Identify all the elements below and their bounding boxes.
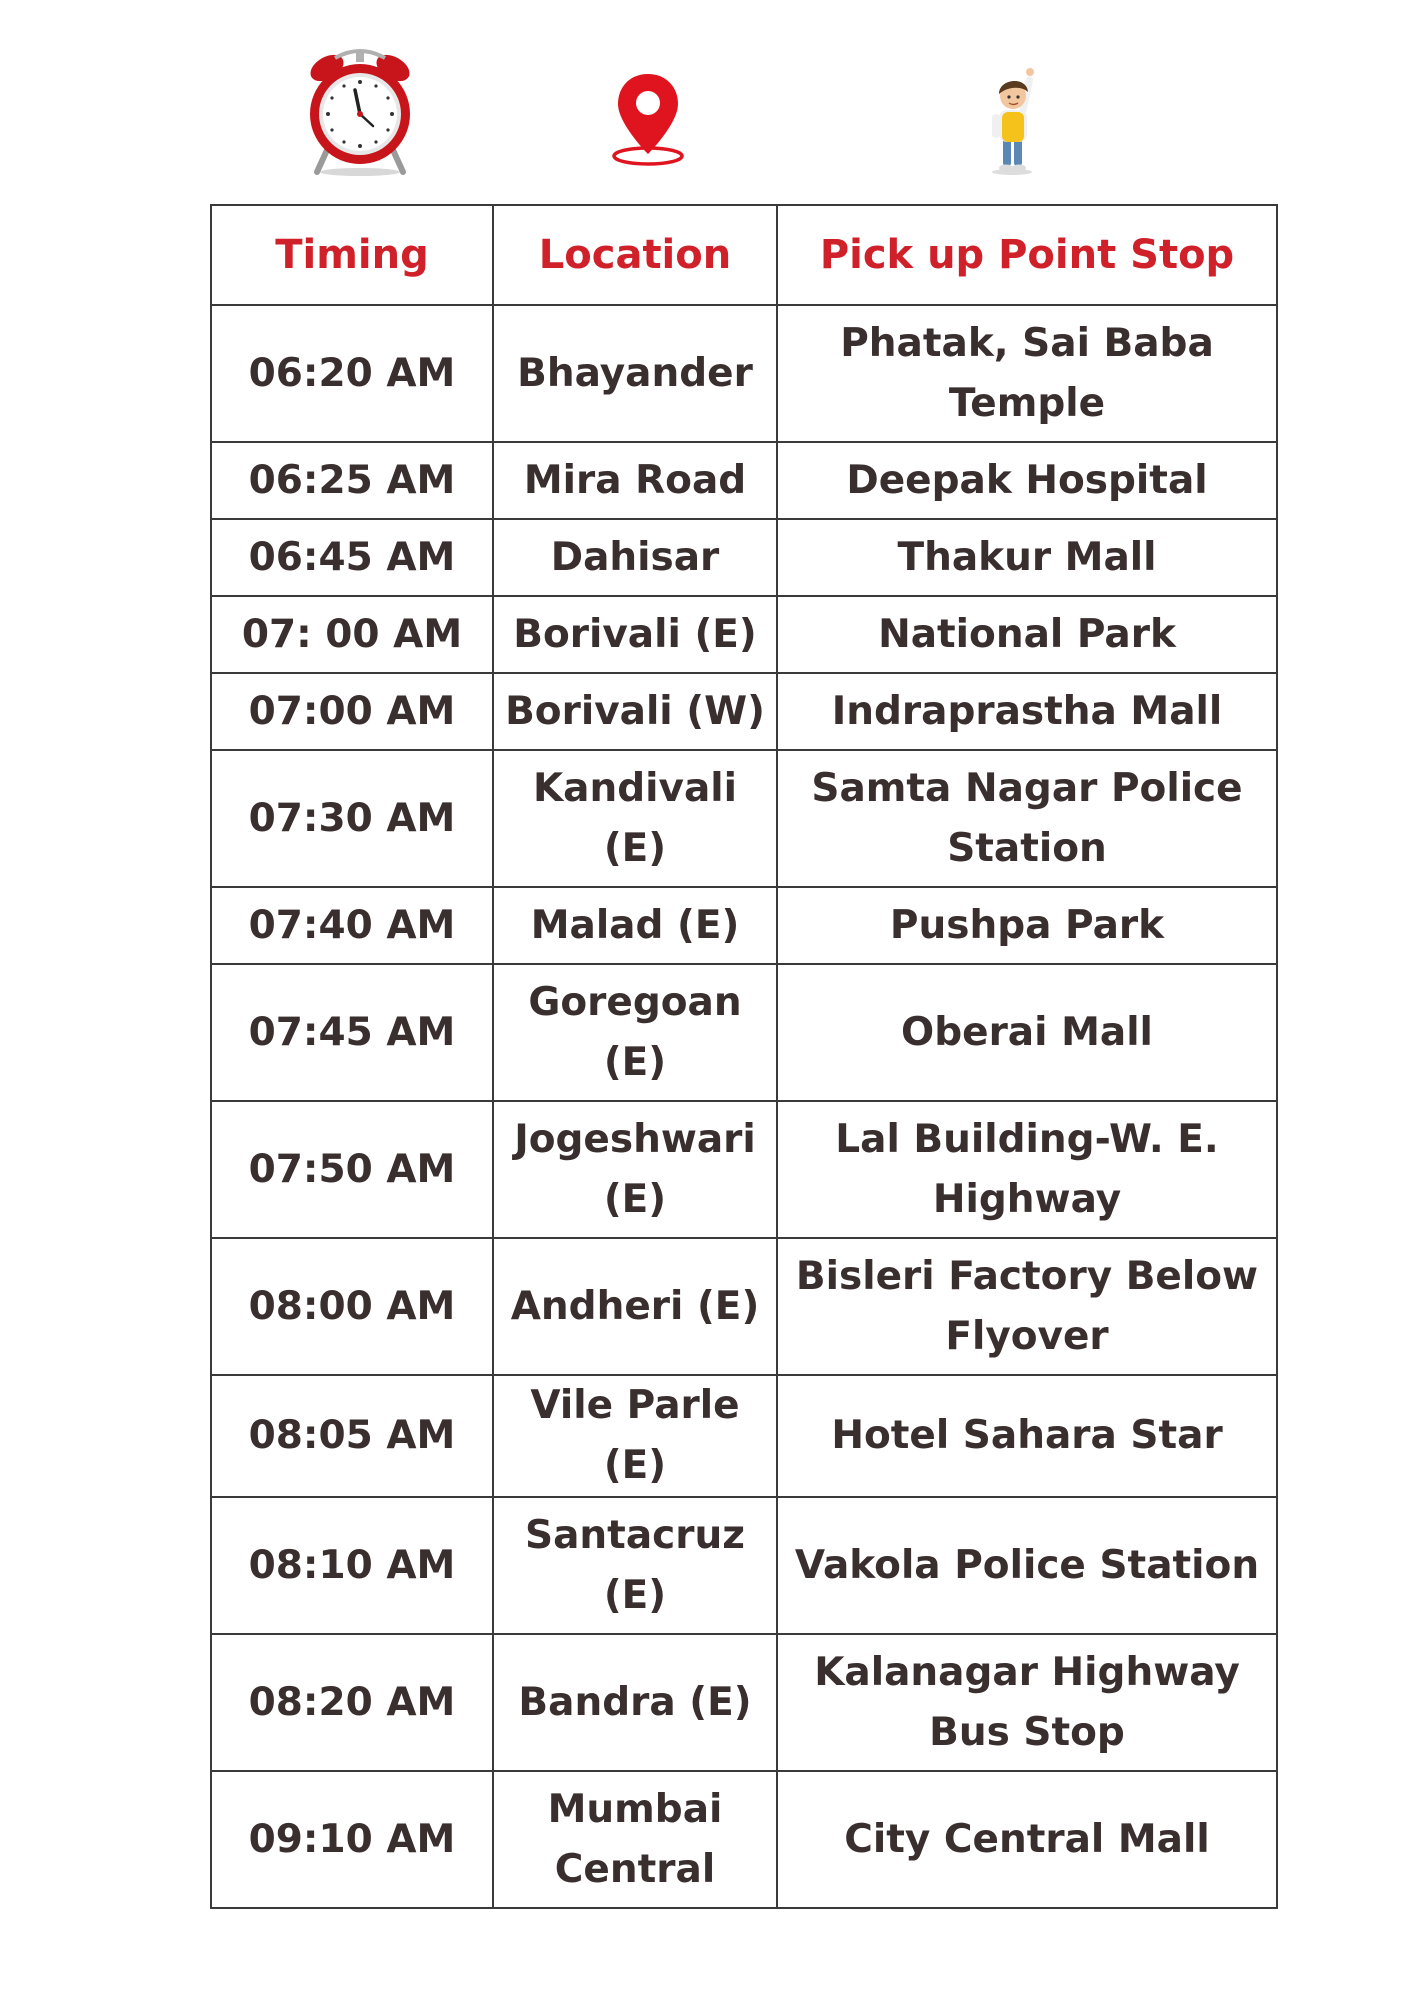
table-row <box>211 1634 1277 1771</box>
location-cell: Malad (E) <box>493 887 777 964</box>
timing-header: Timing <box>211 205 493 305</box>
pickup-point-cell: Lal Building-W. E. Highway <box>777 1101 1277 1238</box>
pickup-point-cell: Bisleri Factory Below Flyover <box>777 1238 1277 1375</box>
timing-cell: 07:00 AM <box>211 673 493 750</box>
location-cell: Vile Parle (E) <box>493 1375 777 1497</box>
pickup-point-cell: Phatak, Sai Baba Temple <box>777 305 1277 442</box>
timing-cell: 07:45 AM <box>211 964 493 1101</box>
location-cell: Mira Road <box>493 442 777 519</box>
table-row <box>211 519 1277 596</box>
table-row <box>211 750 1277 887</box>
timing-cell: 08:05 AM <box>211 1375 493 1497</box>
location-cell: Dahisar <box>493 519 777 596</box>
pickup-point-cell: Indraprastha Mall <box>777 673 1277 750</box>
pickup-point-cell: National Park <box>777 596 1277 673</box>
timing-cell: 07:50 AM <box>211 1101 493 1238</box>
pickup-point-cell: Kalanagar Highway Bus Stop <box>777 1634 1277 1771</box>
location-cell: Kandivali (E) <box>493 750 777 887</box>
table-row <box>211 673 1277 750</box>
location-header: Location <box>493 205 777 305</box>
pickup-point-cell: Thakur Mall <box>777 519 1277 596</box>
pickup-point-cell: Hotel Sahara Star <box>777 1375 1277 1497</box>
timing-cell: 06:20 AM <box>211 305 493 442</box>
alarm-clock-icon <box>305 48 415 182</box>
header-icon-bar <box>0 48 1414 178</box>
table-row <box>211 1497 1277 1634</box>
pickup-point-cell: Samta Nagar Police Station <box>777 750 1277 887</box>
location-cell: Mumbai Central <box>493 1771 777 1908</box>
pickup-point-cell: Vakola Police Station <box>777 1497 1277 1634</box>
location-cell: Jogeshwari (E) <box>493 1101 777 1238</box>
timing-cell: 08:20 AM <box>211 1634 493 1771</box>
pickup-point-cell: City Central Mall <box>777 1771 1277 1908</box>
location-cell: Borivali (W) <box>493 673 777 750</box>
pickup-point-cell: Pushpa Park <box>777 887 1277 964</box>
table-row <box>211 1375 1277 1497</box>
location-cell: Goregoan (E) <box>493 964 777 1101</box>
table-header-row <box>211 205 1277 305</box>
location-cell: Andheri (E) <box>493 1238 777 1375</box>
timing-cell: 08:00 AM <box>211 1238 493 1375</box>
pickup-point-cell: Oberai Mall <box>777 964 1277 1101</box>
pickup-point-header: Pick up Point Stop <box>777 205 1277 305</box>
pickup-point-cell: Deepak Hospital <box>777 442 1277 519</box>
timing-cell: 07: 00 AM <box>211 596 493 673</box>
pickup-schedule-table <box>210 204 1278 1909</box>
location-cell: Santacruz (E) <box>493 1497 777 1634</box>
timing-cell: 08:10 AM <box>211 1497 493 1634</box>
timing-cell: 06:25 AM <box>211 442 493 519</box>
table-row <box>211 305 1277 442</box>
location-cell: Borivali (E) <box>493 596 777 673</box>
table-row <box>211 964 1277 1101</box>
table-row <box>211 1238 1277 1375</box>
location-cell: Bandra (E) <box>493 1634 777 1771</box>
location-cell: Bhayander <box>493 305 777 442</box>
timing-cell: 09:10 AM <box>211 1771 493 1908</box>
table-row <box>211 1771 1277 1908</box>
timing-cell: 07:40 AM <box>211 887 493 964</box>
table-row <box>211 596 1277 673</box>
table-row <box>211 442 1277 519</box>
pointing-person-icon <box>978 64 1048 180</box>
table-row <box>211 1101 1277 1238</box>
timing-cell: 06:45 AM <box>211 519 493 596</box>
timing-cell: 07:30 AM <box>211 750 493 887</box>
table-row <box>211 887 1277 964</box>
location-pin-icon <box>608 68 688 172</box>
table-body <box>211 305 1277 1908</box>
